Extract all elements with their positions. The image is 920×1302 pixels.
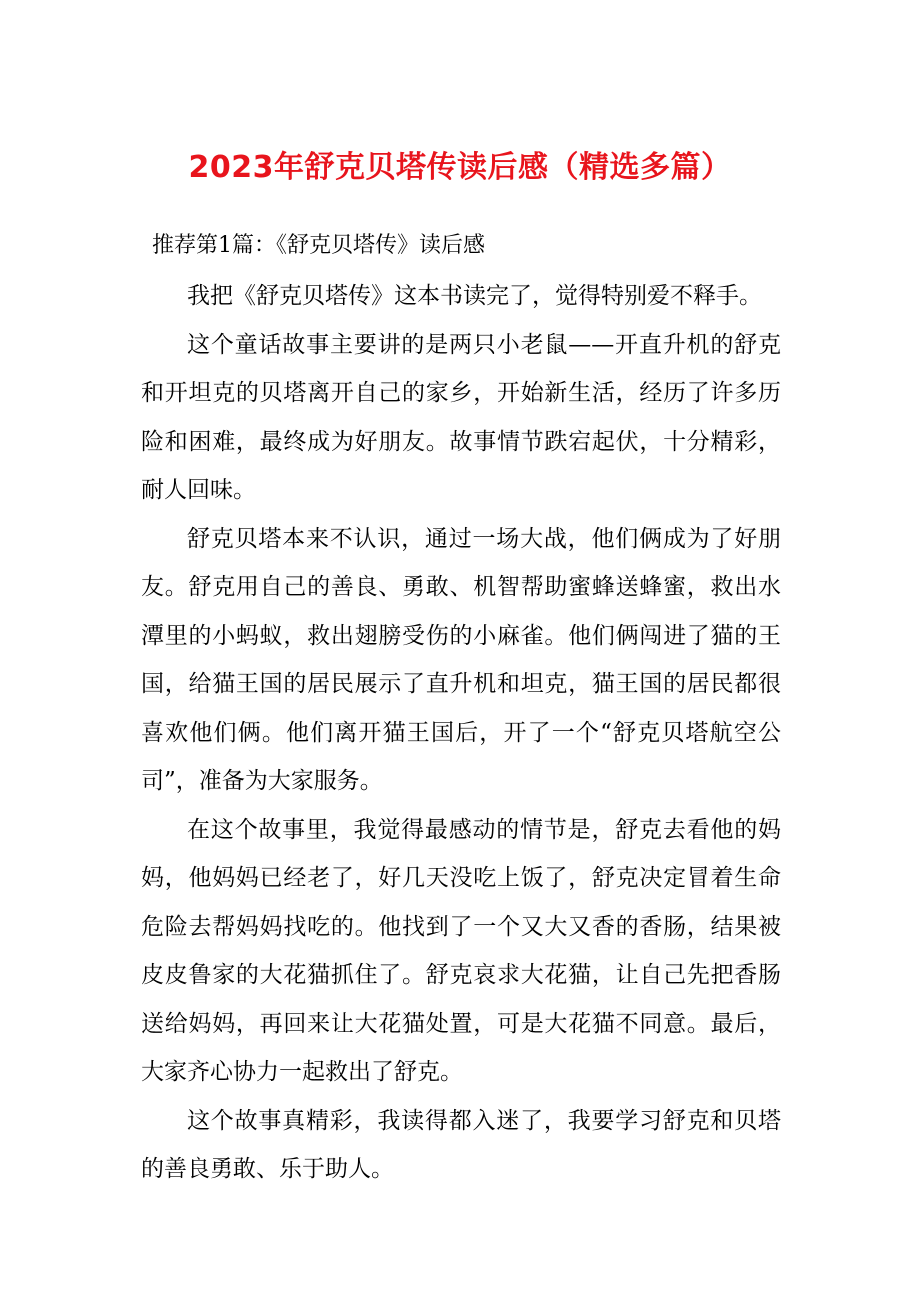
- paragraph: 舒克贝塔本来不认识，通过一场大战，他们俩成为了好朋友。舒克用自己的善良、勇敢、机智帮助蜜蜂送蜂蜜，救出水潭里的小蚂蚁，救出翅膀受伤的小麻雀。他们俩闯进了猫的王国，给猫王国的居民展示了直升机和坦克，猫王国的居民都很喜欢他们俩。他们离开猫王国后，开了一个“舒克贝塔航空公司”，准备为大家服务。: [141, 525, 781, 794]
- article-heading: 推荐第1篇：《舒克贝塔传》读后感: [152, 233, 485, 258]
- document-title: 2023年舒克贝塔传读后感（精选多篇）: [188, 150, 732, 185]
- article-body: [141, 272, 781, 1194]
- paragraph: 在这个故事里，我觉得最感动的情节是，舒克去看他的妈妈，他妈妈已经老了，好几天没吃上饭了，舒克决定冒着生命危险去帮妈妈找吃的。他找到了一个又大又香的香肠，结果被皮皮鲁家的大花猫抓住了。舒克哀求大花猫，让自己先把香肠送给妈妈，再回来让大花猫处置，可是大花猫不同意。最后，大家齐心协力一起救出了舒克。: [141, 816, 781, 1085]
- paragraph: 这个童话故事主要讲的是两只小老鼠——开直升机的舒克和开坦克的贝塔离开自己的家乡，开始新生活，经历了许多历险和困难，最终成为好朋友。故事情节跌宕起伏，十分精彩，耐人回味。: [141, 331, 781, 503]
- paragraph: 我把《舒克贝塔传》这本书读完了，觉得特别爱不释手。: [187, 283, 762, 309]
- paragraph: 这个故事真精彩，我读得都入迷了，我要学习舒克和贝塔的善良勇敢、乐于助人。: [141, 1107, 781, 1182]
